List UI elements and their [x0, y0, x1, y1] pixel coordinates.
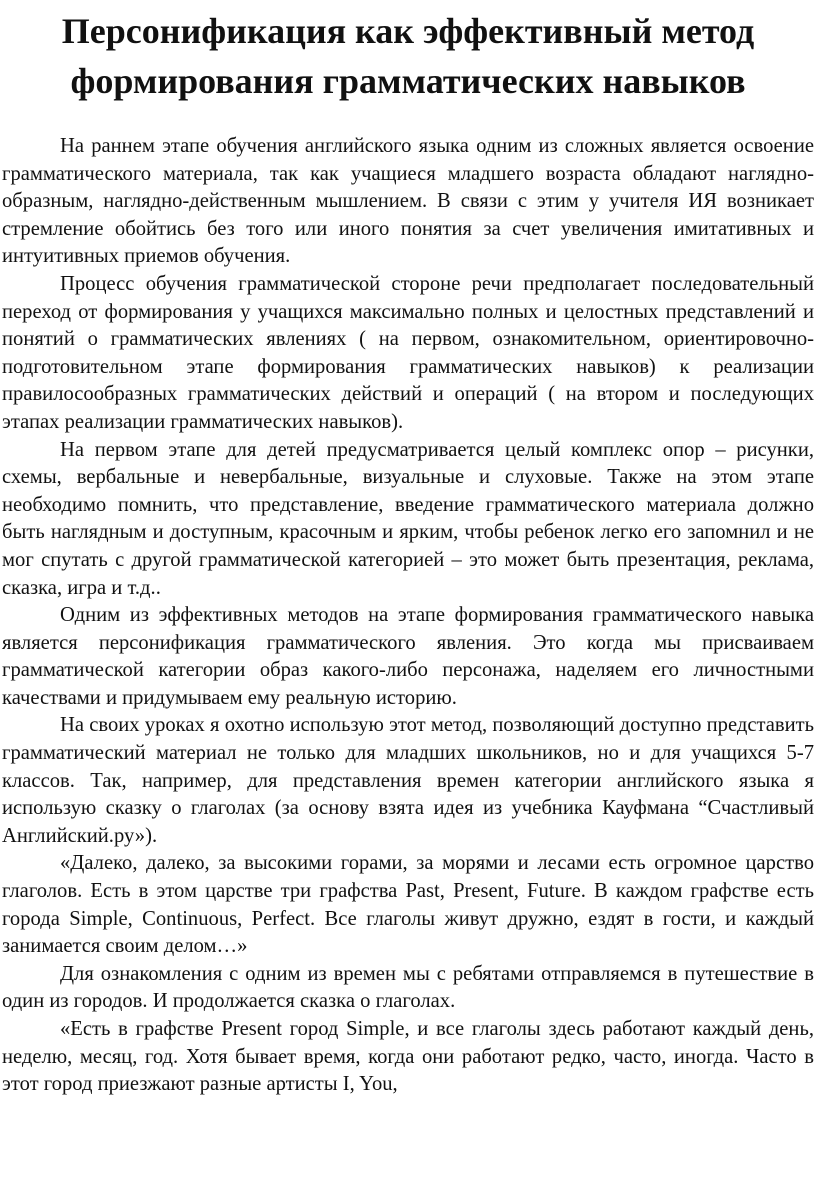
- paragraph-4: Одним из эффективных методов на этапе формирования грамматического навыка является персонификация грамматического явления. Это когда мы присваиваем грамматической категории образ какого-либо персонажа, наделяем его личностными качествами и придумываем ему реальную историю.: [2, 604, 814, 709]
- paragraph-8: «Есть в графстве Present город Simple, и все глаголы здесь работают каждый день, неделю, месяц, год. Хотя бывает время, когда они работают редко, часто, иногда. Часто в этот город приезжают разные артисты I, You,: [2, 1018, 814, 1096]
- paragraph-5: На своих уроках я охотно использую этот метод, позволяющий доступно представить грамматический материал не только для младших школьников, но и для учащихся 5-7 классов. Так, например, для представления времен категории английского языка я использую сказку о глаголах (за основу взята идея из учебника Кауфмана “Счастливый Английский.ру»).: [2, 714, 814, 847]
- paragraph-6: «Далеко, далеко, за высокими горами, за морями и лесами есть огромное царство глаголов. Есть в этом царстве три графства Past, Present, Future. В каждом графстве есть города Simple, Continuous, Perfect. Все глаголы живут дружно, ездят в гости, и каждый занимается своим делом…»: [2, 852, 814, 958]
- paragraph-3: На первом этапе для детей предусматривается целый комплекс опор – рисунки, схемы, вербальные и невербальные, визуальные и слуховые. Также на этом этапе необходимо помнить, что представление, введение грамматического материала должно быть наглядным и доступным, красочным и ярким, чтобы ребенок легко его запомнил и не мог спутать с другой грамматической категорией – это может быть презентация, реклама, сказка, игра и т.д..: [2, 438, 814, 599]
- paragraph-1: На раннем этапе обучения английского языка одним из сложных является освоение грамматического материала, так как учащиеся младшего возраста обладают наглядно-образным, наглядно-действенным мышлением. В связи с этим у учителя ИЯ возникает стремление обойтись без того или иного понятия за счет увеличения имитативных и интуитивных приемов обучения.: [2, 135, 814, 268]
- document-title: Персонификация как эффективный метод формирования грамматических навыков: [61, 11, 755, 101]
- paragraph-7: Для ознакомления с одним из времен мы с ребятами отправляемся в путешествие в один из городов. И продолжается сказка о глаголах.: [2, 962, 814, 1013]
- document-body: [2, 133, 814, 1099]
- paragraph-2: Процесс обучения грамматической стороне речи предполагает последовательный переход от формирования у учащихся максимально полных и целостных представлений и понятий о грамматических явлениях ( на первом, ознакомительном, ориентировочно-подготовительном этапе формирования грамматических навыков) к реализации правилосообразных грамматических действий и операций ( на втором и последующих этапах реализации грамматических навыков).: [2, 272, 814, 433]
